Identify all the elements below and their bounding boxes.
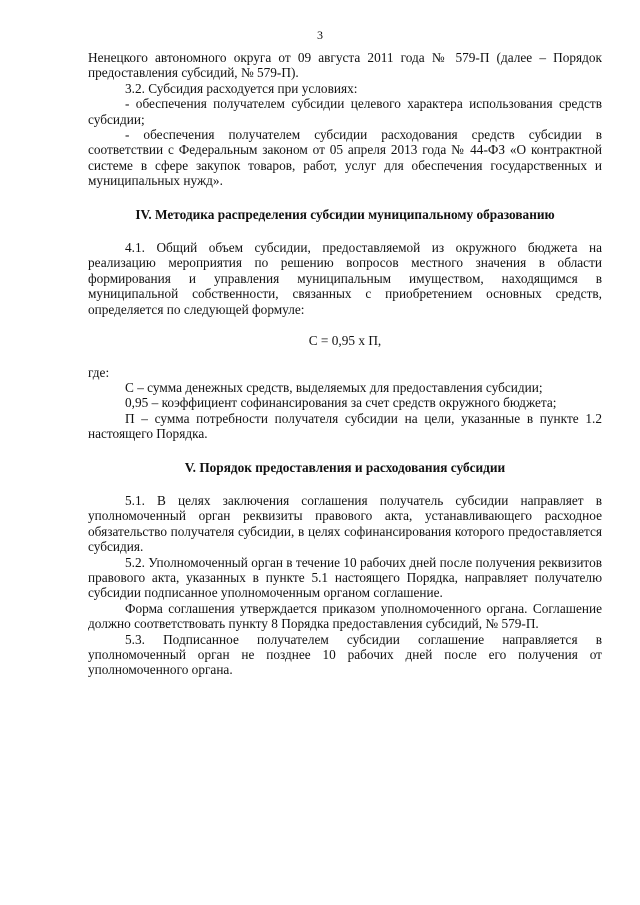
condition-item-1: - обеспечения получателем субсидии целевого характера использования средств субсидии; [88, 96, 602, 127]
paragraph-3-2: 3.2. Субсидия расходуется при условиях: [125, 80, 358, 96]
paragraph-5-1: 5.1. В целях заключения соглашения получатель субсидии направляет в уполномоченный орган реквизиты правового акта, устанавливающего расходное обязательство получателя субсидии, в целях софинансирования которого предоставляется субсидия. [88, 492, 602, 555]
page-number: 3 [317, 28, 323, 42]
section-heading-iv: IV. Методика распределения субсидии муниципальному образованию [135, 206, 555, 222]
paragraph-5-3: 5.3. Подписанное получателем субсидии соглашение направляется в уполномоченный орган не позднее 10 рабочих дней после его получения от уполномоченного органа. [88, 631, 602, 678]
paragraph-4-1: 4.1. Общий объем субсидии, предоставляемой из окружного бюджета на реализацию мероприятия по решению вопросов местного значения в области формирования и управления муниципальным имуществом, находящимся в муниципальной собственности, связанных с приобретением основных средств, определяется по следующей формуле: [88, 240, 602, 317]
formula-definition-p: П – сумма потребности получателя субсидии на цели, указанные в пункте 1.2 настоящего Порядка. [88, 410, 602, 442]
condition-item-2: - обеспечения получателем субсидии расходования средств субсидии в соответствии с Федеральным законом от 05 апреля 2013 года № 44-ФЗ «О контрактной системе в сфере закупок товаров, работ, услуг для обеспечения государственных и муниципальных нужд». [88, 127, 602, 189]
formula-where-label: где: [88, 364, 110, 380]
formula-definition-c: С – сумма денежных средств, выделяемых для предоставления субсидии; [125, 379, 543, 395]
section-heading-v: V. Порядок предоставления и расходования субсидии [184, 459, 506, 475]
formula-definition-coefficient: 0,95 – коэффициент софинансирования за счет средств окружного бюджета; [125, 395, 557, 411]
formula: С = 0,95 х П, [308, 333, 382, 349]
paragraph-5-2: 5.2. Уполномоченный орган в течение 10 рабочих дней после получения реквизитов правового акта, указанных в пункте 5.1 настоящего Порядка, направляет получателю субсидии подписанное уполномоченным органом соглашение. [88, 554, 602, 601]
paragraph-form-agreement: Форма соглашения утверждается приказом уполномоченного органа. Соглашение должно соответствовать пункту 8 Порядка предоставления субсидий, № 579-П. [88, 600, 602, 632]
paragraph-continuation: Ненецкого автономного округа от 09 августа 2011 года № 579-П (далее – Порядок предоставления субсидий, № 579-П). [88, 50, 602, 81]
